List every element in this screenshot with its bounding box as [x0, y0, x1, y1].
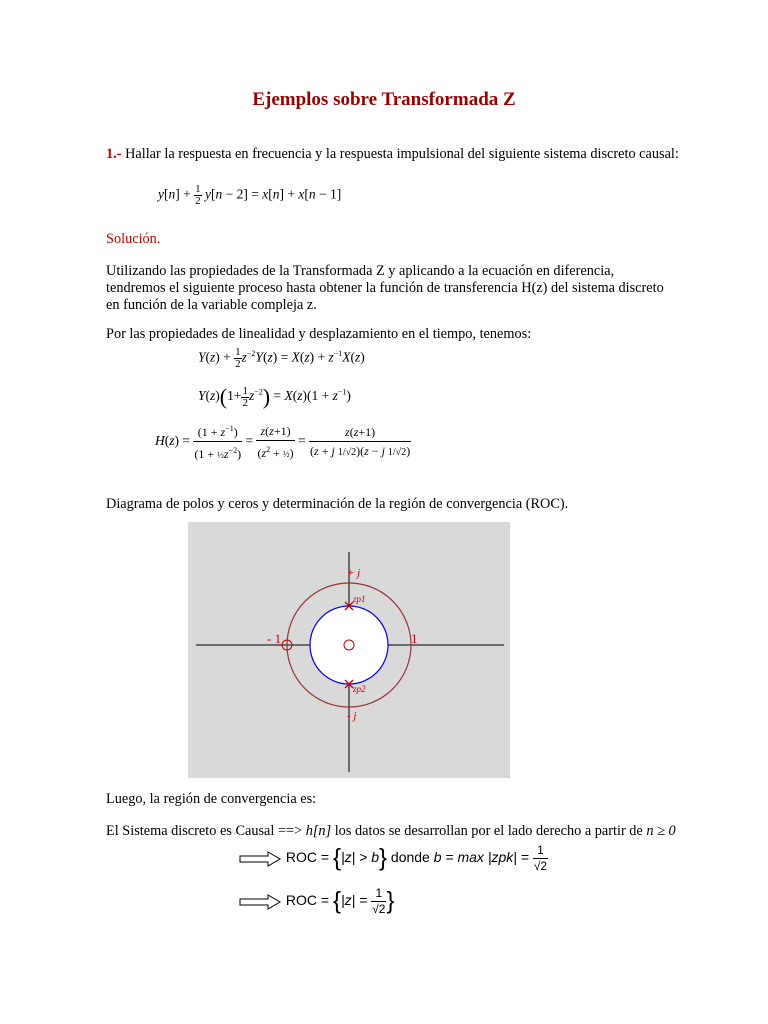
label-minus-one: - 1	[267, 631, 282, 646]
causal-condition: n ≥ 0	[646, 823, 676, 839]
paragraph-transfer-function: Utilizando las propiedades de la Transformada Z y aplicando a la ecuación en diferencia, tendremos el siguiente proceso hasta obtener la función de transferencia H(z) del sistema discreto en función de la variable compleja z.	[106, 263, 664, 313]
label-plus-j: + j	[347, 567, 361, 579]
roc1-lhs: ROC =	[285, 849, 330, 866]
implies-arrow-icon	[238, 894, 282, 910]
equation-factored: Y(z)(1+ $\frac{1}{2}$ $z^{-2}) = X(z)(1 + z^{-1})$	[198, 384, 351, 409]
difference-equation: y[n] + $\frac{1}{2}$ y[n − 2] = x[n] + x[n − 1]	[158, 183, 342, 207]
problem-statement	[106, 146, 706, 163]
roc-statement-2: ROC = {|z| = $\frac{1}{√2}$ }	[238, 886, 395, 917]
implies-arrow-icon	[238, 851, 282, 867]
causal-hn: h[n]	[305, 823, 332, 839]
problem-text: Hallar la respuesta en frecuencia y la respuesta impulsional del siguiente sistema discreto causal:	[125, 146, 679, 162]
paragraph-causal	[106, 823, 726, 840]
label-minus-j: - j	[347, 710, 357, 722]
equation-z-domain: Y(z) + $\frac{1}{2}$ $z^{-2}Y(z) = X(z) + z^{-1}X(z)$	[198, 346, 365, 370]
roc-statement-1: ROC = {|z| > b} donde b = max |zpk| = $\frac{1}{√2}$	[238, 843, 548, 874]
paragraph-properties: Por las propiedades de linealidad y desplazamiento en el tiempo, tenemos:	[106, 326, 532, 342]
page-title: Ejemplos sobre Transformada Z	[252, 89, 516, 110]
label-one: 1	[411, 631, 418, 646]
roc1-expr: b = max |zpk| =	[433, 849, 529, 866]
roc2-lhs: ROC =	[285, 892, 330, 909]
solution-label: Solución.	[106, 231, 161, 247]
roc2-set: |z| =	[340, 892, 368, 909]
equation-transfer-function: H(z) = $\frac{(1 + z^{-1})}{(1 + \frac{1}{2}z^{-2})}$ = $\frac{z(z+1)}{(z^2 + \frac{1}{2})}$ = $\frac{z(z+1)}{(z + j 1/√2)(z - j 1/√2)}$	[155, 420, 411, 464]
pole-zero-diagram	[188, 522, 510, 778]
label-zp2: zp2	[353, 684, 366, 694]
causal-prefix: El Sistema discreto es Causal ==>	[106, 823, 306, 839]
roc-circle	[310, 606, 388, 684]
causal-mid: los datos se desarrollan por el lado derecho a partir de	[331, 823, 647, 839]
paragraph-roc-intro: Luego, la región de convergencia es:	[106, 791, 317, 807]
roc1-set: |z| > b	[340, 849, 379, 866]
roc1-donde: donde	[390, 849, 430, 866]
label-zp1: zp1	[353, 594, 366, 604]
problem-number: 1.-	[106, 146, 122, 162]
paragraph-diagram: Diagrama de polos y ceros y determinación de la región de convergencia (ROC).	[106, 496, 569, 512]
